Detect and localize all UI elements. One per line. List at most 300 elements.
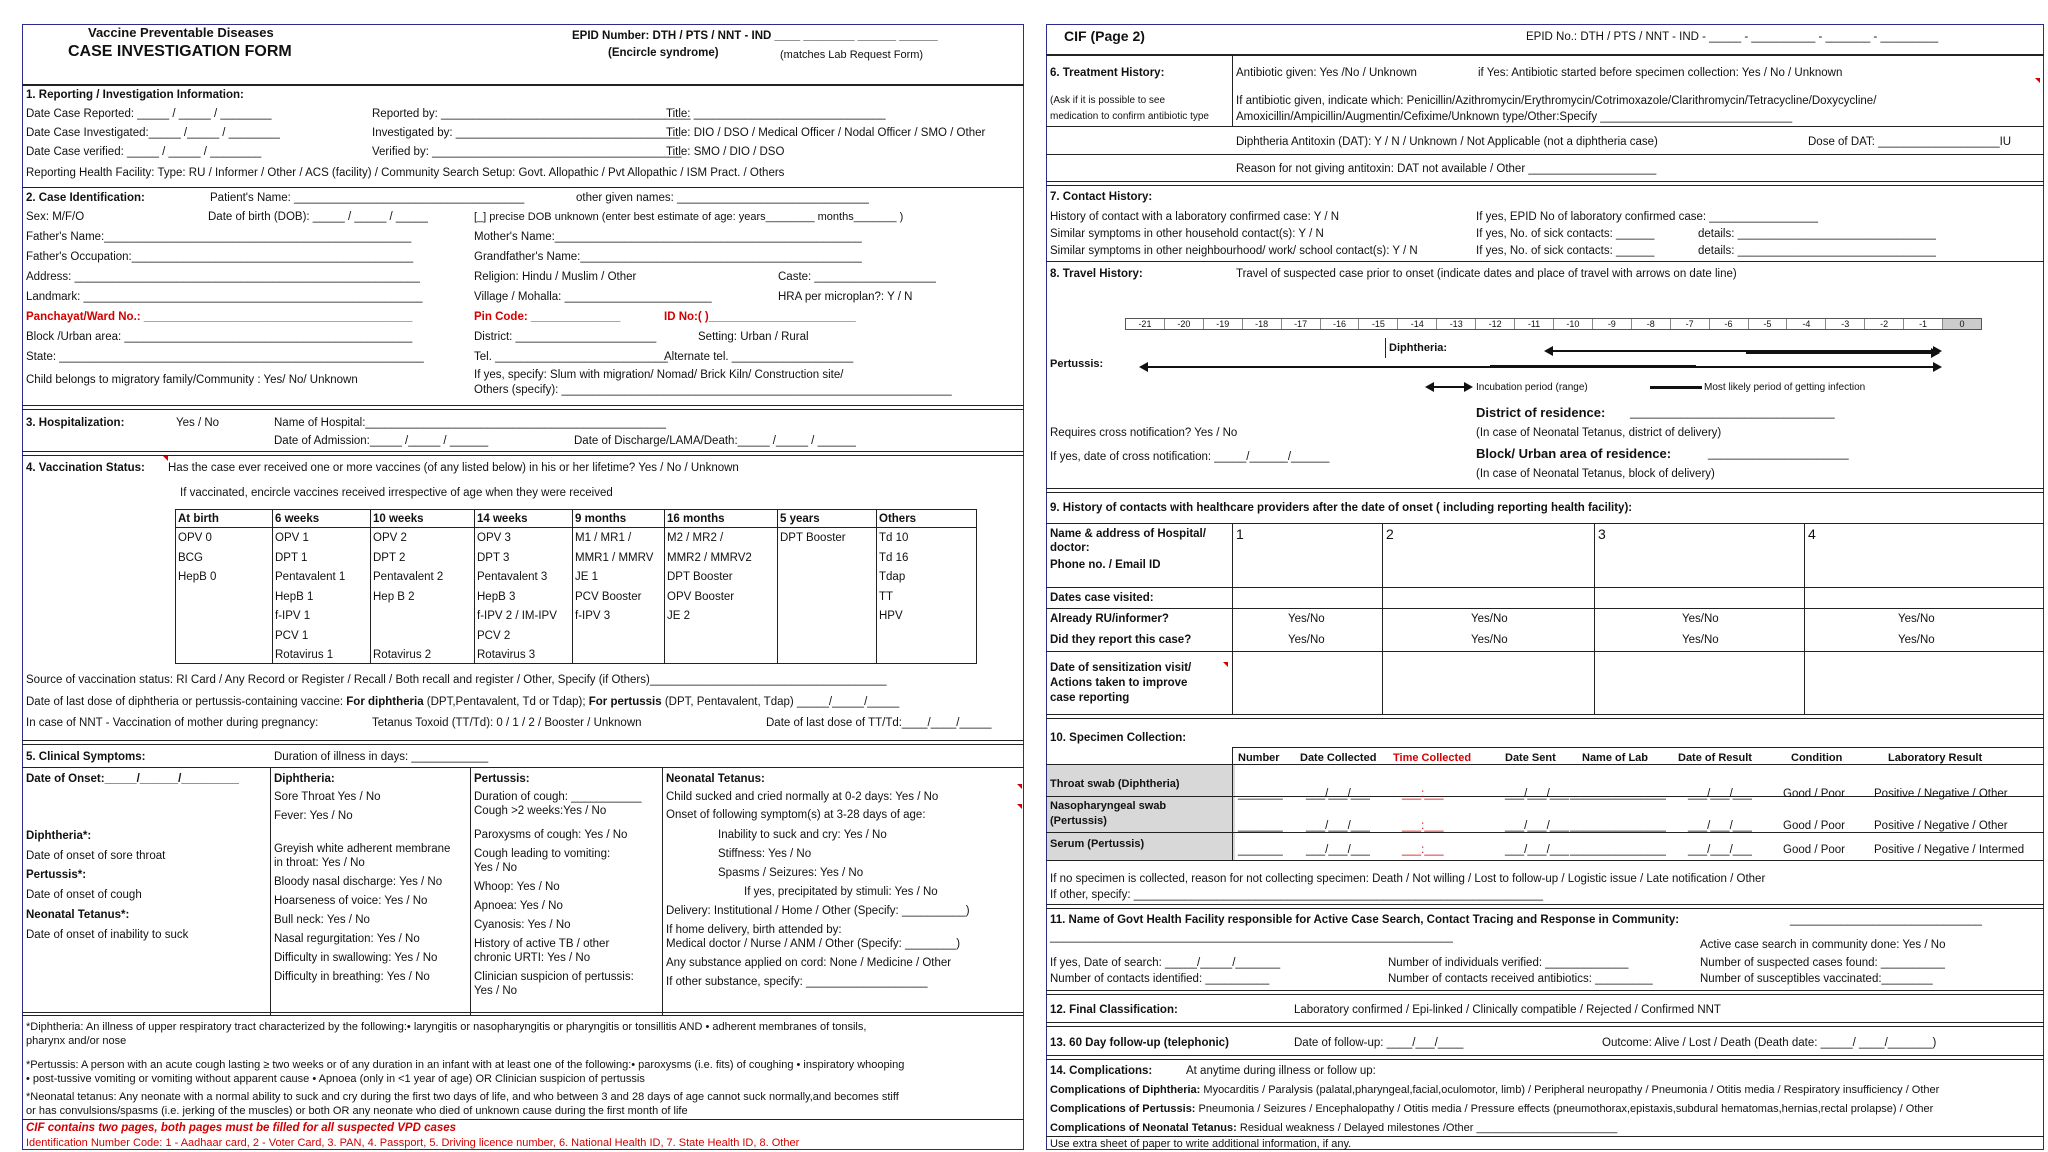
divider: [22, 451, 1024, 452]
timeline-day[interactable]: -6: [1710, 319, 1749, 329]
hospital-name-field[interactable]: Name of Hospital:_______________________________________________: [274, 417, 666, 429]
vaccine-age-header: 6 weeks: [275, 513, 320, 525]
timeline-day[interactable]: 0: [1943, 319, 1981, 329]
condition-options[interactable]: Good / Poor: [1783, 788, 1846, 800]
specimen-column-header: Date Collected: [1300, 752, 1377, 764]
timeline-day[interactable]: -7: [1671, 319, 1710, 329]
travel-description: Travel of suspected case prior to onset (indicate dates and place of travel with arrows on date line): [1236, 268, 1737, 280]
district-field[interactable]: District: ______________________: [474, 331, 657, 343]
pertussis-symptom[interactable]: Clinician suspicion of pertussis:: [474, 971, 634, 983]
extra-sheet-note: Use extra sheet of paper to write additional information, if any.: [1050, 1138, 1352, 1150]
divider: [22, 1015, 1024, 1016]
neonatal-tetanus-symptom[interactable]: Stiffness: Yes / No: [718, 848, 812, 860]
timeline-day[interactable]: -5: [1749, 319, 1788, 329]
already-ru-yes-no[interactable]: Yes/No: [1471, 613, 1508, 625]
lab-name-field[interactable]: _______________: [1570, 820, 1666, 832]
column-divider: [470, 767, 471, 1015]
timeline-day[interactable]: -13: [1437, 319, 1476, 329]
condition-options[interactable]: Good / Poor: [1783, 844, 1846, 856]
landmark-field[interactable]: Landmark: _____________________________________________________: [26, 291, 423, 303]
vaccine-option[interactable]: Tdap: [879, 571, 906, 583]
neonatal-tetanus-symptom[interactable]: Child sucked and cried normally at 0-2 days: Yes / No: [666, 791, 939, 803]
time-collected-field[interactable]: ___:___: [1402, 844, 1444, 856]
outcome-options[interactable]: Outcome: Alive / Lost / Death (Death date: _____/ ____/_______): [1602, 1037, 1937, 1049]
divider: [1046, 904, 2044, 905]
village-field[interactable]: Village / Mohalla: _______________________: [474, 291, 712, 303]
neonatal-tetanus-complications-label: Complications of Neonatal Tetanus:: [1050, 1122, 1237, 1134]
vaccine-option[interactable]: OPV 0: [178, 532, 212, 544]
specimen-number-field[interactable]: _______: [1238, 844, 1283, 856]
active-case-search-options[interactable]: Active case search in community done: Yes / No: [1700, 939, 1946, 951]
diphtheria-symptom[interactable]: in throat: Yes / No: [274, 857, 365, 869]
pertussis-symptom[interactable]: Cough >2 weeks:Yes / No: [474, 805, 607, 817]
diphtheria-symptom[interactable]: Difficulty in breathing: Yes / No: [274, 971, 430, 983]
specimen-name: Nasopharyngeal swab: [1050, 800, 1167, 812]
diphtheria-symptom[interactable]: Fever: Yes / No: [274, 810, 353, 822]
vaccine-age-header: At birth: [178, 513, 219, 525]
district-of-residence-field[interactable]: ________________________________: [1630, 407, 1835, 419]
neonatal-tetanus-symptoms-heading: Neonatal Tetanus:: [666, 773, 765, 785]
date-collected-field[interactable]: ___/___/___: [1306, 844, 1370, 856]
vaccine-option[interactable]: OPV 1: [275, 532, 309, 544]
timeline-day[interactable]: -21: [1126, 319, 1165, 329]
verified-by-field[interactable]: Verified by: _______________________________________: [372, 146, 682, 158]
vaccine-option[interactable]: f-IPV 2 / IM-IPV: [477, 610, 557, 622]
admission-date-field[interactable]: Date of Admission:_____ /_____ / ______: [274, 435, 489, 447]
antitoxin-reason-options[interactable]: Reason for not giving antitoxin: DAT not available / Other ____________________: [1236, 163, 1657, 175]
vaccine-option[interactable]: M2 / MR2 /: [667, 532, 724, 544]
tt-date-field[interactable]: Date of last dose of TT/Td:____/____/_____: [766, 717, 992, 729]
diphtheria-symptom[interactable]: Sore Throat Yes / No: [274, 791, 381, 803]
no-specimen-reason-options[interactable]: If no specimen is collected, reason for not collecting specimen: Death / Not willing / Lost to follow-up / Logistic issue / Late notification / Other: [1050, 873, 1766, 885]
neonatal-tetanus-symptom[interactable]: Delivery: Institutional / Home / Other (Specify: __________): [666, 905, 970, 917]
health-facility-field-cont[interactable]: _______________________________________________________________: [1050, 931, 1453, 943]
column-divider: [664, 509, 665, 664]
likely-period-legend-label: Most likely period of getting infection: [1704, 382, 1866, 393]
specimen-number-field[interactable]: _______: [1238, 788, 1283, 800]
column-divider: [370, 509, 371, 664]
reported-yes-no[interactable]: Yes/No: [1471, 634, 1508, 646]
provider-name-label-cont: doctor:: [1050, 542, 1090, 554]
vaccine-option[interactable]: OPV Booster: [667, 590, 735, 603]
lab-name-field[interactable]: _______________: [1570, 844, 1666, 856]
vaccine-option[interactable]: HPV: [879, 610, 903, 622]
contacts-identified-field[interactable]: Number of contacts identified: __________: [1050, 973, 1270, 985]
vaccine-option[interactable]: DPT 2: [373, 551, 406, 564]
pertussis-symptom[interactable]: chronic URTI: Yes / No: [474, 952, 591, 964]
last-dose-field[interactable]: [26, 695, 899, 709]
vaccine-option[interactable]: TT: [879, 590, 894, 603]
antibiotic-given-options[interactable]: Antibiotic given: Yes /No / Unknown: [1236, 67, 1417, 79]
date-investigated-field[interactable]: Date Case Investigated:_____ /_____ / ________: [26, 127, 280, 139]
pertussis-symptom[interactable]: Whoop: Yes / No: [474, 881, 560, 893]
vaccine-table-header-line: [175, 527, 977, 528]
provider-name-label: Name & address of Hospital/: [1050, 528, 1206, 540]
antibiotic-type-options-cont[interactable]: Amoxicillin/Ampicillin/Augmentin/Cefixime/Unknown type/Other:Specify ______________________________: [1236, 111, 1793, 123]
vaccine-option[interactable]: MMR1 / MMRV: [575, 551, 654, 564]
timeline-day[interactable]: -1: [1904, 319, 1943, 329]
lab-name-field[interactable]: _______________: [1570, 788, 1666, 800]
reported-yes-no[interactable]: Yes/No: [1288, 634, 1325, 646]
neonatal-tetanus-definition: *Neonatal tetanus: Any neonate with a normal ability to suck and cry during the first two days of life, and who between 3 and 28 days of age cannot suck normally,and becomes stiff: [26, 1091, 899, 1103]
time-collected-field[interactable]: ___:___: [1402, 788, 1444, 800]
specimen-name: Serum (Pertussis): [1050, 838, 1145, 850]
illness-duration-field[interactable]: Duration of illness in days: ____________: [274, 751, 489, 763]
patient-name-field[interactable]: Patient's Name: ____________________________________: [210, 192, 525, 204]
suspected-cases-found-field[interactable]: Number of suspected cases found: __________: [1700, 957, 1945, 969]
column-divider: [1804, 523, 1805, 714]
pertussis-complications-label: Complications of Pertussis:: [1050, 1103, 1196, 1115]
other-names-field[interactable]: other given names: ______________________________: [576, 192, 869, 204]
date-collected-field[interactable]: ___/___/___: [1306, 820, 1370, 832]
district-nt-note: (In case of Neonatal Tetanus, district of delivery): [1476, 427, 1722, 439]
vaccine-option[interactable]: JE 1: [575, 571, 599, 583]
specimen-column-header: Name of Lab: [1582, 752, 1649, 764]
vaccine-option[interactable]: M1 / MR1 /: [575, 532, 632, 544]
section-14-heading: 14. Complications:: [1050, 1065, 1153, 1077]
divider: [22, 767, 1024, 768]
migration-type-options[interactable]: If yes, specify: Slum with migration/ Nomad/ Brick Kiln/ Construction site/: [474, 369, 844, 381]
section-9-heading: 9. History of contacts with healthcare providers after the date of onset ( including reporting health facility):: [1050, 502, 1633, 514]
mother-name-field[interactable]: Mother's Name:________________________________________________: [474, 231, 862, 243]
cif-pages-note: CIF contains two pages, both pages must be filled for all suspected VPD cases: [26, 1122, 457, 1134]
cross-notification-options[interactable]: Requires cross notification? Yes / No: [1050, 427, 1238, 439]
vaccine-option[interactable]: PCV 2: [477, 629, 511, 642]
father-name-field[interactable]: Father's Name:________________________________________________: [26, 231, 412, 243]
pertussis-symptom[interactable]: Duration of cough: ___________: [474, 791, 642, 803]
neonatal-tetanus-symptom[interactable]: If home delivery, birth attended by:: [666, 924, 842, 936]
specimen-name: Throat swab (Diphtheria): [1050, 778, 1180, 790]
timeline-day[interactable]: -3: [1826, 319, 1865, 329]
divider: [1046, 523, 2044, 524]
religion-options[interactable]: Religion: Hindu / Muslim / Other: [474, 271, 637, 283]
timeline-day[interactable]: -12: [1476, 319, 1515, 329]
diphtheria-definition: *Diphtheria: An illness of upper respiratory tract characterized by the following:• laryngitis or nasopharyngitis or pharyngitis or tonsillitis AND • adherent membranes of tonsils,: [26, 1021, 867, 1033]
column-divider: [474, 509, 475, 664]
neighbourhood-symptoms-options[interactable]: Similar symptoms in other neighbourhood/ work/ school contact(s): Y / N: [1050, 245, 1418, 257]
neonatal-tetanus-symptom[interactable]: If other substance, specify: ___________________: [666, 976, 928, 988]
pertussis-label: For pertussis: [588, 696, 662, 708]
divider: [1046, 1026, 2044, 1027]
timeline-day[interactable]: -17: [1282, 319, 1321, 329]
pertussis-definition-cont: • post-tussive vomiting or vomiting without apparent cause • Apnoea (only in <1 year of age) OR Clinician suspicion of pertussis: [26, 1073, 645, 1085]
last-dose-label: Date of last dose of diphtheria or pertussis-containing vaccine:: [26, 696, 344, 708]
vaccine-option[interactable]: OPV 2: [373, 532, 407, 544]
migratory-options[interactable]: Child belongs to migratory family/Community : Yes/ No/ Unknown: [26, 374, 358, 386]
divider: [22, 1119, 1024, 1120]
date-sent-field[interactable]: ___/___/___: [1505, 788, 1569, 800]
section-10-heading: 10. Specimen Collection:: [1050, 732, 1187, 744]
search-date-field[interactable]: If yes, Date of search: _____/_____/_______: [1050, 957, 1281, 969]
section-3-heading: 3. Hospitalization:: [26, 417, 125, 429]
household-details-field[interactable]: details: _______________________________: [1698, 228, 1936, 240]
id-number-field[interactable]: ID No:( )_______________________: [664, 311, 856, 323]
section-7-heading: 7. Contact History:: [1050, 191, 1153, 203]
comment-marker-icon: [1017, 784, 1022, 789]
date-of-onset-field[interactable]: Date of Onset:_____/______/_________: [26, 773, 239, 785]
section-5-heading: 5. Clinical Symptoms:: [26, 751, 146, 763]
panchayat-field[interactable]: Panchayat/Ward No.: __________________________________________: [26, 311, 413, 323]
vaccine-option[interactable]: Rotavirus 3: [477, 649, 536, 661]
others-specify-field[interactable]: Others (specify): _____________________________________________________________: [474, 384, 952, 396]
lab-case-epid-field[interactable]: If yes, EPID No of laboratory confirmed case: _________________: [1476, 211, 1819, 223]
vaccine-option[interactable]: Pentavalent 1: [275, 571, 346, 583]
susceptibles-vaccinated-field[interactable]: Number of susceptibles vaccinated:________: [1700, 973, 1933, 985]
discharge-date-field[interactable]: Date of Discharge/LAMA/Death:_____ /_____ / ______: [574, 435, 856, 447]
vaccination-source-options[interactable]: Source of vaccination status: RI Card / Any Record or Register / Recall / Both recall and register / Other, Specify (if Others)_____________________________________: [26, 674, 887, 686]
pertussis-symptom[interactable]: Yes / No: [474, 862, 518, 874]
caste-field[interactable]: Caste: ___________________: [778, 271, 936, 283]
reported-yes-no[interactable]: Yes/No: [1898, 634, 1935, 646]
sex-options[interactable]: Sex: M/F/O: [26, 211, 85, 223]
reporting-facility-options[interactable]: Reporting Health Facility: Type: RU / Informer / Other / ACS (facility) / Community Search Setup: Govt. Allopathic / Pvt Allopathic / ISM Pract. / Others: [26, 167, 785, 179]
timeline-day[interactable]: -8: [1632, 319, 1671, 329]
final-classification-options[interactable]: Laboratory confirmed / Epi-linked / Clinically compatible / Rejected / Confirmed NNT: [1294, 1004, 1721, 1016]
health-facility-field[interactable]: ______________________________: [1790, 914, 1982, 926]
divider: [1046, 714, 2044, 715]
grandfather-name-field[interactable]: Grandfather's Name:____________________________________________: [474, 251, 862, 263]
alternate-telephone-field[interactable]: Alternate tel. ___________________: [664, 351, 854, 363]
date-collected-field[interactable]: ___/___/___: [1306, 788, 1370, 800]
neonatal-tetanus-symptom[interactable]: Onset of following symptom(s) at 3-28 days of age:: [666, 809, 926, 821]
diphtheria-complications-label: Complications of Diphtheria:: [1050, 1084, 1201, 1096]
timeline-day[interactable]: -16: [1321, 319, 1360, 329]
dob-field[interactable]: Date of birth (DOB): _____ / _____ / _____: [208, 211, 428, 223]
vaccine-option[interactable]: JE 2: [667, 610, 691, 622]
diphtheria-symptom[interactable]: Hoarseness of voice: Yes / No: [274, 895, 428, 907]
neighbourhood-sick-count-field[interactable]: If yes, No. of sick contacts: ______: [1476, 245, 1655, 257]
vaccine-option[interactable]: f-IPV 1: [275, 610, 311, 622]
form-title: CASE INVESTIGATION FORM: [68, 43, 292, 60]
father-occupation-field[interactable]: Father's Occupation:____________________________________________: [26, 251, 414, 263]
pertussis-timeline-label: Pertussis:: [1050, 358, 1104, 370]
vaccine-option[interactable]: MMR2 / MMRV2: [667, 551, 752, 564]
diphtheria-symptom[interactable]: Greyish white adherent membrane: [274, 843, 451, 855]
pertussis-symptom[interactable]: History of active TB / other: [474, 938, 610, 950]
neighbourhood-details-field[interactable]: details: _______________________________: [1698, 245, 1936, 257]
vaccine-option[interactable]: BCG: [178, 551, 203, 564]
timeline-day[interactable]: -15: [1359, 319, 1398, 329]
neonatal-tetanus-symptom[interactable]: Medical doctor / Nurse / ANM / Other (Specify: ________): [666, 938, 961, 950]
vaccine-option[interactable]: Pentavalent 2: [373, 571, 444, 583]
verifier-title-options[interactable]: Title: SMO / DIO / DSO: [666, 146, 785, 158]
specimen-column-header: Number: [1238, 752, 1280, 764]
diphtheria-symptom[interactable]: Bull neck: Yes / No: [274, 914, 370, 926]
antibiotic-type-options[interactable]: If antibiotic given, indicate which: Penicillin/Azithromycin/Erythromycin/Cotrimoxazole/Clarithromycin/Tetracycline/Doxycycline/: [1236, 95, 1877, 107]
vaccine-option[interactable]: HepB 3: [477, 590, 516, 603]
neonatal-tetanus-symptom[interactable]: Inability to suck and cry: Yes / No: [718, 829, 887, 841]
date-of-result-field[interactable]: ___/___/___: [1688, 844, 1752, 856]
vaccine-option[interactable]: DPT Booster: [667, 571, 733, 583]
pertussis-symptom[interactable]: Cough leading to vomiting:: [474, 848, 611, 860]
vaccine-option[interactable]: OPV 3: [477, 532, 511, 544]
reporter-title-field[interactable]: Title: ______________________________: [666, 108, 886, 120]
specimen-column-header: Laboratory Result: [1888, 752, 1983, 764]
pertussis-complications-list: Pneumonia / Seizures / Encephalopathy / Otitis media / Pressure effects (pneumothorax,epistaxis,subdural hematomas,hernias,rectal prolapse) / Other: [1198, 1103, 1934, 1115]
neonatal-tetanus-symptom[interactable]: Spasms / Seizures: Yes / No: [718, 867, 864, 879]
district-of-residence-label: District of residence:: [1476, 405, 1606, 420]
section-8-heading: 8. Travel History:: [1050, 268, 1143, 280]
already-ru-yes-no[interactable]: Yes/No: [1682, 613, 1719, 625]
already-ru-yes-no[interactable]: Yes/No: [1898, 613, 1935, 625]
neonatal-tetanus-symptom[interactable]: If yes, precipitated by stimuli: Yes / No: [744, 886, 938, 898]
timeline-day[interactable]: -4: [1787, 319, 1826, 329]
precise-dob-checkbox[interactable]: [_] precise DOB unknown (enter best estimate of age: years________ months_______ ): [474, 211, 904, 223]
timeline-day[interactable]: -20: [1165, 319, 1204, 329]
column-divider: [1232, 523, 1233, 714]
timeline-day[interactable]: -14: [1398, 319, 1437, 329]
block-field[interactable]: Block /Urban area: _____________________________________________: [26, 331, 413, 343]
vaccine-option[interactable]: f-IPV 3: [575, 610, 611, 622]
diphtheria-onset-heading: Diphtheria*:: [26, 830, 92, 842]
page-2-title: CIF (Page 2): [1064, 28, 1145, 44]
dat-dose-field[interactable]: Dose of DAT: ___________________IU: [1808, 136, 2012, 148]
vaccine-option[interactable]: HepB 1: [275, 590, 314, 603]
date-of-result-field[interactable]: ___/___/___: [1688, 788, 1752, 800]
vaccine-option[interactable]: Rotavirus 1: [275, 649, 334, 661]
lab-contact-options[interactable]: History of contact with a laboratory confirmed case: Y / N: [1050, 211, 1340, 223]
provider-4-number: 4: [1808, 526, 1816, 542]
date-verified-field[interactable]: Date Case verified: _____ / _____ / ________: [26, 146, 262, 158]
vaccine-option[interactable]: DPT Booster: [780, 532, 846, 544]
section-6-heading: 6. Treatment History:: [1050, 67, 1165, 79]
laboratory-result-options[interactable]: Positive / Negative / Other: [1874, 788, 2008, 800]
specimen-number-field[interactable]: _______: [1238, 820, 1283, 832]
tetanus-toxoid-options[interactable]: Tetanus Toxoid (TT/Td): 0 / 1 / 2 / Booster / Unknown: [372, 717, 642, 729]
divider: [1046, 990, 2044, 991]
date-of-result-field[interactable]: ___/___/___: [1688, 820, 1752, 832]
timeline-day[interactable]: -9: [1593, 319, 1632, 329]
investigated-by-field[interactable]: Investigated by: ___________________________________: [372, 127, 680, 139]
comment-marker-icon: [1223, 662, 1228, 667]
date-sent-field[interactable]: ___/___/___: [1505, 844, 1569, 856]
follow-up-date-field[interactable]: Date of follow-up: ____/___/____: [1294, 1037, 1464, 1049]
household-sick-count-field[interactable]: If yes, No. of sick contacts: ______: [1476, 228, 1655, 240]
setting-options[interactable]: Setting: Urban / Rural: [698, 331, 809, 343]
column-divider: [270, 767, 271, 1015]
vaccine-option[interactable]: DPT 1: [275, 551, 308, 564]
column-divider: [1232, 747, 1233, 860]
incubation-legend-arrow: [1427, 386, 1471, 388]
pertussis-symptom[interactable]: Yes / No: [474, 985, 518, 997]
column-divider: [1232, 54, 1233, 126]
pertussis-symptom[interactable]: Paroxysms of cough: Yes / No: [474, 829, 628, 841]
vaccine-option[interactable]: Pentavalent 3: [477, 571, 548, 583]
vaccine-age-header: 14 weeks: [477, 513, 528, 525]
pertussis-vaccines: (DPT, Pentavalent, Tdap) _____/_____/_____: [664, 696, 900, 708]
vaccine-option[interactable]: PCV Booster: [575, 590, 642, 603]
laboratory-result-options[interactable]: Positive / Negative / Intermed: [1874, 844, 2025, 856]
provider-2-number: 2: [1386, 526, 1394, 542]
complications-note: At anytime during illness or follow up:: [1186, 1065, 1376, 1077]
timeline-day[interactable]: -10: [1554, 319, 1593, 329]
divider: [1046, 185, 2044, 186]
pertussis-definition: *Pertussis: A person with an acute cough lasting ≥ two weeks or of any duration in an infant with at least one of the following:• paroxysms (i.e. fits) of coughing • inspiratory whooping: [26, 1059, 905, 1071]
divider: [1046, 181, 2044, 182]
encircle-note: (Encircle syndrome): [608, 47, 719, 59]
already-ru-yes-no[interactable]: Yes/No: [1288, 613, 1325, 625]
laboratory-result-options[interactable]: Positive / Negative / Other: [1874, 820, 2008, 832]
pertussis-symptom[interactable]: Apnoea: Yes / No: [474, 900, 563, 912]
diphtheria-definition-cont: pharynx and/or nose: [26, 1035, 127, 1047]
date-sent-field[interactable]: ___/___/___: [1505, 820, 1569, 832]
condition-options[interactable]: Good / Poor: [1783, 820, 1846, 832]
divider: [1046, 1059, 2044, 1060]
sensitization-label: Date of sensitization visit/: [1050, 662, 1192, 674]
contacts-antibiotics-field[interactable]: Number of contacts received antibiotics: _________: [1388, 973, 1653, 985]
phone-email-label: Phone no. / Email ID: [1050, 559, 1161, 571]
antibiotic-before-specimen-options[interactable]: if Yes: Antibiotic started before specimen collection: Yes / No / Unknown: [1478, 67, 1843, 79]
column-divider: [1382, 523, 1383, 714]
hra-options[interactable]: HRA per microplan?: Y / N: [778, 291, 913, 303]
investigator-title-options[interactable]: Title: DIO / DSO / Medical Officer / Nodal Officer / SMO / Other: [666, 127, 986, 139]
timeline-day[interactable]: -11: [1515, 319, 1554, 329]
divider: [1046, 908, 2044, 909]
provider-3-number: 3: [1598, 526, 1606, 542]
divider: [1046, 488, 2044, 489]
time-collected-field[interactable]: ___:___: [1402, 820, 1444, 832]
vaccine-option[interactable]: Td 16: [879, 551, 909, 564]
hospitalization-options[interactable]: Yes / No: [176, 417, 220, 429]
vaccine-option[interactable]: PCV 1: [275, 629, 309, 642]
vaccine-option[interactable]: Hep B 2: [373, 590, 415, 603]
neonatal-tetanus-onset-heading: Neonatal Tetanus*:: [26, 909, 130, 921]
column-divider: [876, 509, 877, 664]
block-of-residence-field[interactable]: ______________________: [1708, 448, 1849, 460]
diphtheria-symptom[interactable]: Nasal regurgitation: Yes / No: [274, 933, 420, 945]
timeline-day[interactable]: -19: [1204, 319, 1243, 329]
section-12-heading: 12. Final Classification:: [1050, 1004, 1178, 1016]
vaccine-option[interactable]: Rotavirus 2: [373, 649, 432, 661]
diphtheria-timeline-label: Diphtheria:: [1389, 342, 1448, 354]
pertussis-symptom[interactable]: Cyanosis: Yes / No: [474, 919, 571, 931]
timeline-day[interactable]: -18: [1243, 319, 1282, 329]
individuals-verified-field[interactable]: Number of individuals verified: _____________: [1388, 957, 1629, 969]
no-specimen-other-field[interactable]: If other, specify: ________________________________________________________________: [1050, 889, 1544, 901]
neonatal-tetanus-symptom[interactable]: Any substance applied on cord: None / Medicine / Other: [666, 957, 952, 969]
telephone-field[interactable]: Tel. ___________________________: [474, 351, 668, 363]
divider: [1046, 860, 2044, 861]
specimen-column-header: Date of Result: [1678, 752, 1752, 764]
address-field[interactable]: Address: ______________________________________________________: [26, 271, 420, 283]
vaccine-option[interactable]: Td 10: [879, 532, 909, 544]
pertussis-complications-options[interactable]: [1050, 1102, 1933, 1116]
specimen-column-header: Condition: [1791, 752, 1843, 764]
dat-options[interactable]: Diphtheria Antitoxin (DAT): Y / N / Unknown / Not Applicable (not a diphtheria case): [1236, 136, 1658, 148]
vaccination-question[interactable]: Has the case ever received one or more vaccines (of any listed below) in his or her lifetime? Yes / No / Unknown: [168, 462, 739, 474]
vaccine-option[interactable]: HepB 0: [178, 571, 217, 583]
diphtheria-complications-options[interactable]: [1050, 1083, 1939, 1097]
specimen-column-header: Time Collected: [1393, 752, 1472, 764]
cross-notification-date-field[interactable]: If yes, date of cross notification: _____/______/______: [1050, 451, 1330, 463]
state-field[interactable]: State: _________________________________________________________: [26, 351, 424, 363]
divider: [1046, 492, 2044, 493]
diphtheria-symptom[interactable]: Difficulty in swallowing: Yes / No: [274, 952, 438, 964]
date-reported-field[interactable]: Date Case Reported: _____ / _____ / ________: [26, 108, 272, 120]
diphtheria-symptom[interactable]: Bloody nasal discharge: Yes / No: [274, 876, 443, 888]
vaccine-age-header: 9 months: [575, 513, 627, 525]
household-symptoms-options[interactable]: Similar symptoms in other household contact(s): Y / N: [1050, 228, 1324, 240]
section-2-heading: 2. Case Identification:: [26, 192, 145, 204]
neonatal-tetanus-complications-options[interactable]: [1050, 1121, 1617, 1135]
travel-date-line[interactable]: [1125, 318, 1982, 330]
pin-code-field[interactable]: Pin Code: ______________: [474, 311, 621, 323]
vaccine-option[interactable]: DPT 3: [477, 551, 510, 564]
reported-by-field[interactable]: Reported by: _______________________________________: [372, 108, 691, 120]
timeline-day[interactable]: -2: [1865, 319, 1904, 329]
reported-yes-no[interactable]: Yes/No: [1682, 634, 1719, 646]
pertussis-symptoms-heading: Pertussis:: [474, 773, 530, 785]
